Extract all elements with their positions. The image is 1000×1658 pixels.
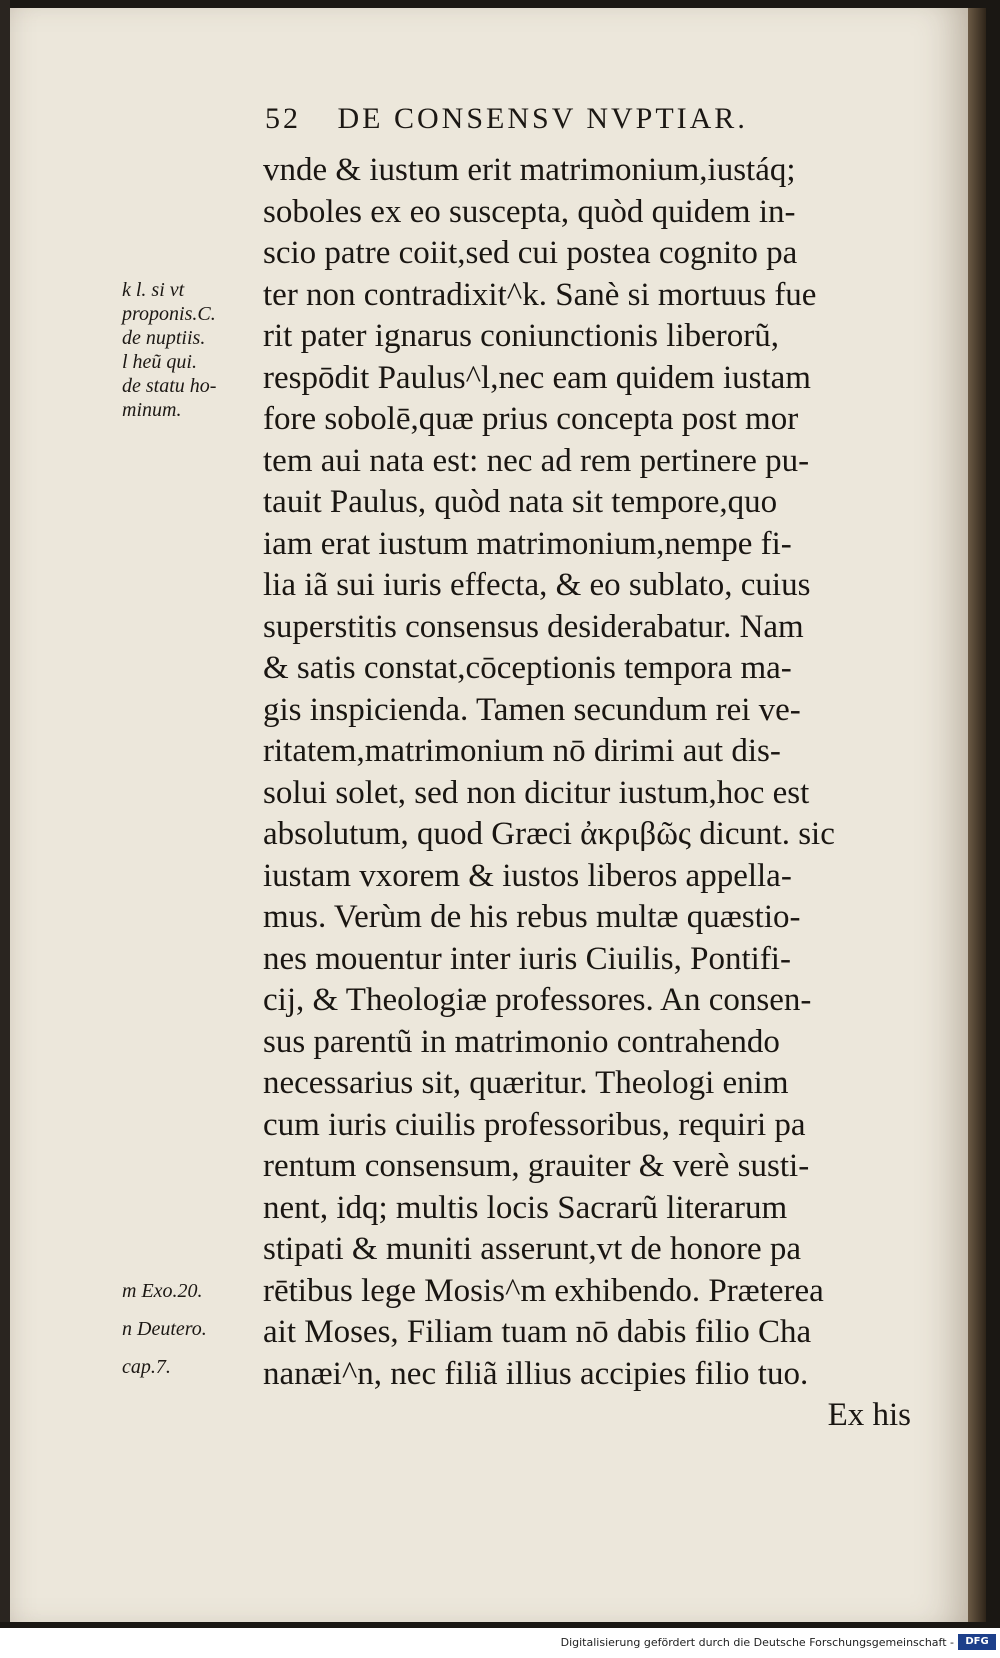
text-line: ait Moses, Filiam tuam nō dabis filio Cha <box>263 1314 812 1350</box>
footer-credit: Digitalisierung gefördert durch die Deutsche Forschungsgemeinschaft - <box>560 1636 954 1649</box>
margin-note-line: l heũ qui. <box>122 351 197 373</box>
dfg-logo[interactable]: DFG <box>958 1634 996 1650</box>
text-line: ritatem,matrimonium nō dirimi aut dis- <box>263 733 781 769</box>
margin-note-line: k l. si vt <box>122 279 185 301</box>
text-line: necessarius sit, quæritur. Theologi enim <box>263 1065 789 1101</box>
text-line: fore sobolē,quæ prius concepta post mor <box>263 401 799 437</box>
margin-note-line: n Deutero. <box>122 1318 207 1340</box>
margin-note-line: de statu ho- <box>122 375 217 397</box>
text-line: vnde & iustum erit matrimonium,iustáq; <box>263 152 796 188</box>
text-line: rentum consensum, grauiter & verè susti- <box>263 1148 810 1184</box>
text-line: nes mouentur inter iuris Ciuilis, Pontifi- <box>263 940 791 977</box>
margin-notes-top <box>122 278 272 422</box>
body-text <box>263 150 911 1437</box>
margin-note-line: m Exo.20. <box>122 1280 203 1302</box>
text-line: & satis constat,cōceptionis tempora ma- <box>263 650 792 686</box>
margin-note-line: minum. <box>122 399 182 421</box>
text-line: rit pater ignarus coniunctionis liberorũ, <box>263 318 779 354</box>
footer-bar <box>0 1628 1000 1658</box>
text-line: nent, idq; multis locis Sacrarũ literarum <box>263 1189 788 1226</box>
text-line: tauit Paulus, quòd nata sit tempore,quo <box>263 484 778 520</box>
text-line: ter non contradixit^k. Sanè si mortuus fue <box>263 276 817 313</box>
text-line: lia iã sui iuris effecta, & eo sublato, cuius <box>263 567 811 603</box>
scan-edge-left <box>0 0 10 1622</box>
text-line: respōdit Paulus^l,nec eam quidem iustam <box>263 359 811 396</box>
page-number: 52 <box>265 102 301 135</box>
margin-note-line: de nuptiis. <box>122 327 206 349</box>
text-line: sus parentũ in matrimonio contrahendo <box>263 1023 780 1060</box>
running-header <box>265 102 885 136</box>
text-line: nanæi^n, nec filiã illius accipies filio tuo. <box>263 1355 809 1392</box>
text-line: iustam vxorem & iustos liberos appella- <box>263 857 792 894</box>
margin-notes-bottom <box>122 1272 272 1386</box>
text-line: tem aui nata est: nec ad rem pertinere pu- <box>263 442 810 479</box>
text-line: superstitis consensus desiderabatur. Nam <box>263 608 804 645</box>
text-line: solui solet, sed non dicitur iustum,hoc est <box>263 774 810 811</box>
text-line: gis inspicienda. Tamen secundum rei ve- <box>263 691 801 728</box>
text-line: scio patre coiit,sed cui postea cognito pa <box>263 235 798 271</box>
text-line: soboles ex eo suscepta, quòd quidem in- <box>263 193 796 230</box>
margin-note-line: proponis.C. <box>122 303 216 325</box>
text-line: cum iuris ciuilis professoribus, requiri pa <box>263 1106 806 1143</box>
text-line: cij, & Theologiæ professores. An consen- <box>263 982 812 1018</box>
catchword: Ex his <box>827 1397 911 1433</box>
running-title: DE CONSENSV NVPTIAR. <box>337 102 748 135</box>
text-line: iam erat iustum matrimonium,nempe fi- <box>263 525 792 562</box>
text-line: mus. Verùm de his rebus multæ quæstio- <box>263 899 801 935</box>
text-line: stipati & muniti asserunt,vt de honore pa <box>263 1231 801 1267</box>
page-edge-right <box>968 8 986 1622</box>
text-line: rētibus lege Mosis^m exhibendo. Præterea <box>263 1272 824 1309</box>
text-line: absolutum, quod Græci ἀκριβῶς dicunt. sic <box>263 816 835 852</box>
margin-note-line: cap.7. <box>122 1356 171 1378</box>
